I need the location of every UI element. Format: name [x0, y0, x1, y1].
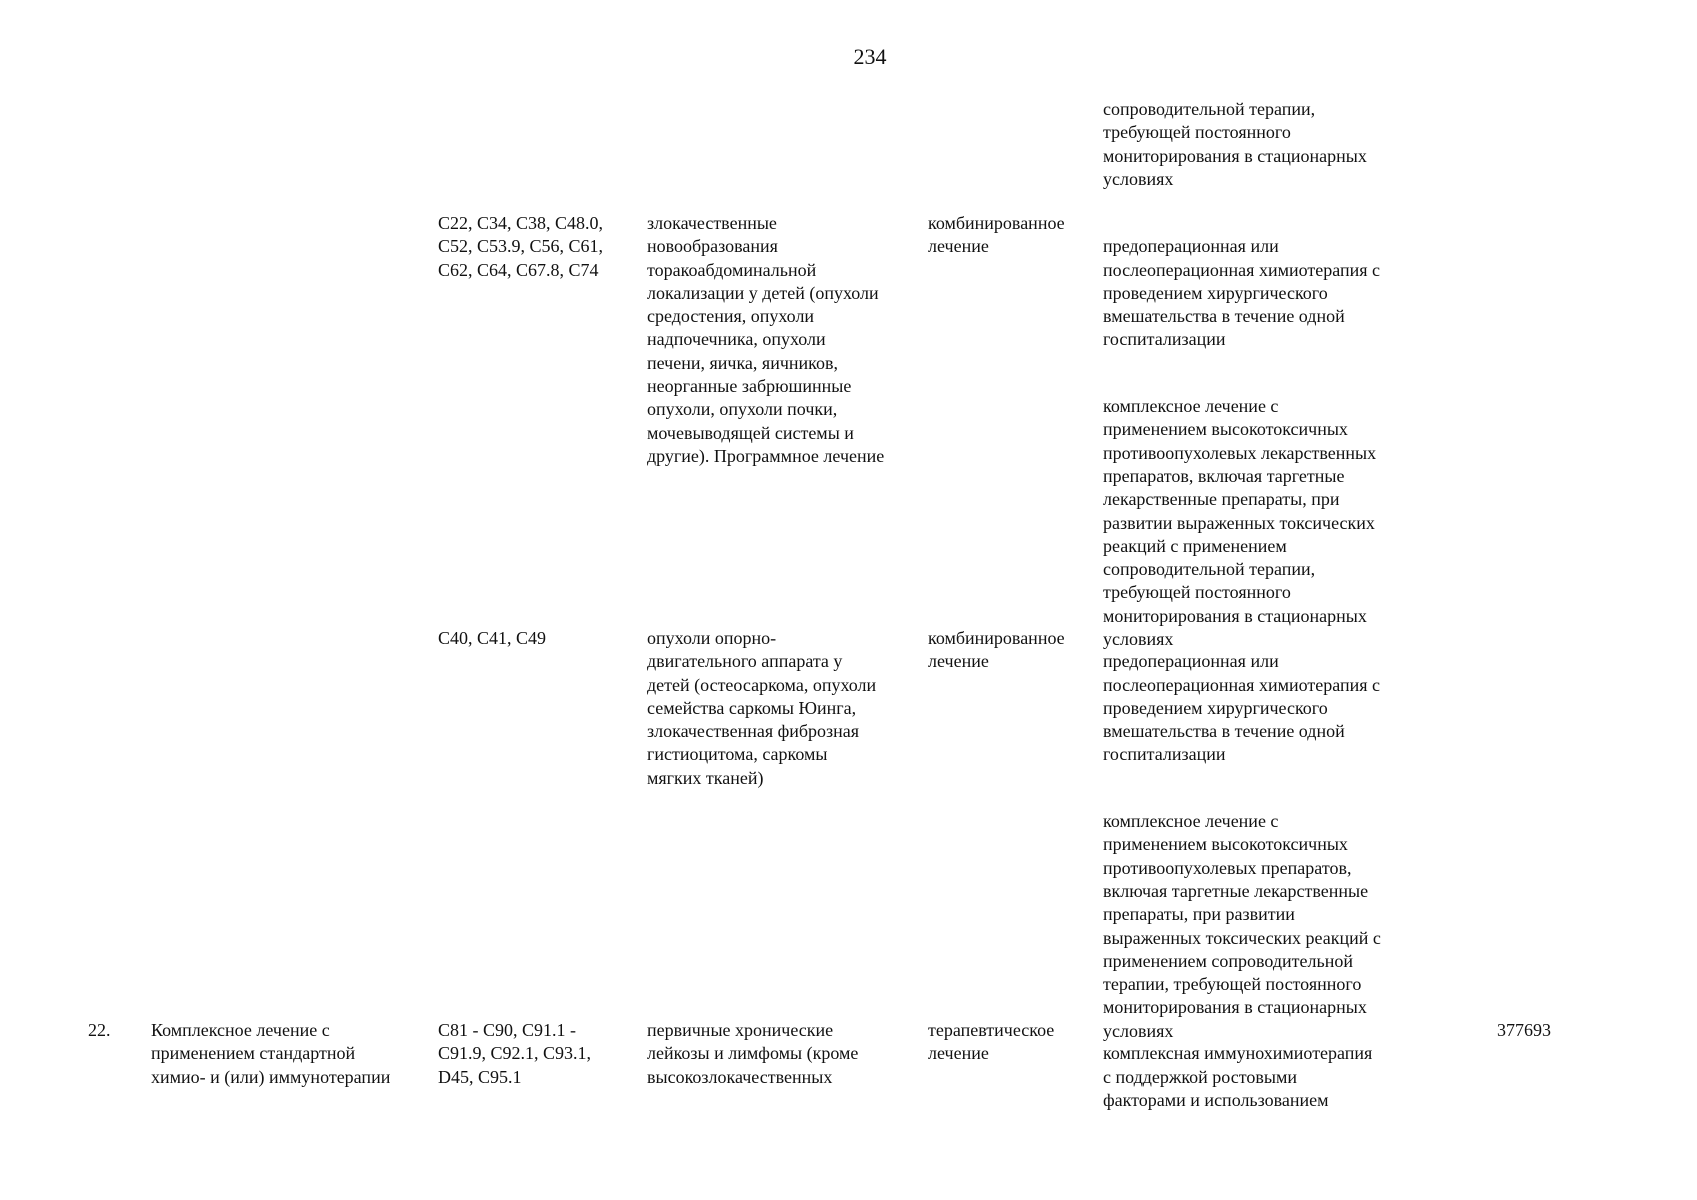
page-number: 234 [853, 44, 887, 69]
row-1-method-1: предоперационная или послеоперационная химиотерапия с проведением хирургического вмешательства в течение одной госпитализации [1103, 236, 1381, 350]
row-3-cost-norm: 377693 [1497, 1020, 1551, 1040]
row-3-treatment-type: терапевтическое лечение [928, 1020, 1055, 1064]
continued-method-text: сопроводительной терапии, требующей постоянного мониторирования в стационарных условиях [1103, 99, 1367, 189]
row-2-patient-model: опухоли опорно- двигательного аппарата у детей (остеосаркома, опухоли семейства саркомы Юинга, злокачественная фиброзная гистиоцитома, саркомы мягких тканей) [647, 628, 877, 788]
row-1-treatment-type: комбинированное лечение [928, 213, 1065, 257]
row-3-care-type-name: Комплексное лечение с применением стандартной химио- и (или) иммунотерапии [151, 1020, 391, 1087]
row-1-methods [1103, 212, 1438, 675]
row-2-icd-codes: C40, C41, C49 [438, 628, 547, 648]
row-2-treatment-type: комбинированное лечение [928, 628, 1065, 672]
row-1-patient-model: злокачественные новообразования торакоабдоминальной локализации у детей (опухоли средостения, опухоли надпочечника, опухоли печени, яичка, яичников, неорганные забрюшинные опухоли, опухоли почки, мочевыводящей системы и другие). Программное лечение [647, 213, 885, 466]
row-2-method-1: предоперационная или послеоперационная химиотерапия с проведением хирургического вмешательства в течение одной госпитализации [1103, 651, 1381, 765]
row-3-item-number: 22. [88, 1020, 111, 1040]
row-3-method-1: комплексная иммунохимиотерапия с поддержкой ростовыми факторами и использованием [1103, 1043, 1373, 1110]
row-3-patient-model: первичные хронические лейкозы и лимфомы (кроме высокозлокачественных [647, 1020, 859, 1087]
row-1-icd-codes: C22, C34, C38, C48.0, C52, C53.9, C56, C61, C62, C64, C67.8, C74 [438, 213, 604, 280]
row-2-methods [1103, 627, 1438, 1066]
row-2-method-2: комплексное лечение с применением высокотоксичных противоопухолевых препаратов, включая таргетные лекарственные препараты, при развитии выраженных токсических реакций с применением сопроводительной терапии, требующей постоянного мониторирования в стационарных условиях [1103, 811, 1381, 1041]
row-3-icd-codes: C81 - C90, C91.1 - C91.9, C92.1, C93.1, D45, C95.1 [438, 1020, 592, 1087]
row-1-method-2: комплексное лечение с применением высокотоксичных противоопухолевых лекарственных препаратов, включая таргетные лекарственные препараты, при развитии выраженных токсических реакций с применением сопроводительной терапии, требующей постоянного мониторирования в стационарных условиях [1103, 396, 1377, 650]
row-3-methods [1103, 1019, 1438, 1135]
